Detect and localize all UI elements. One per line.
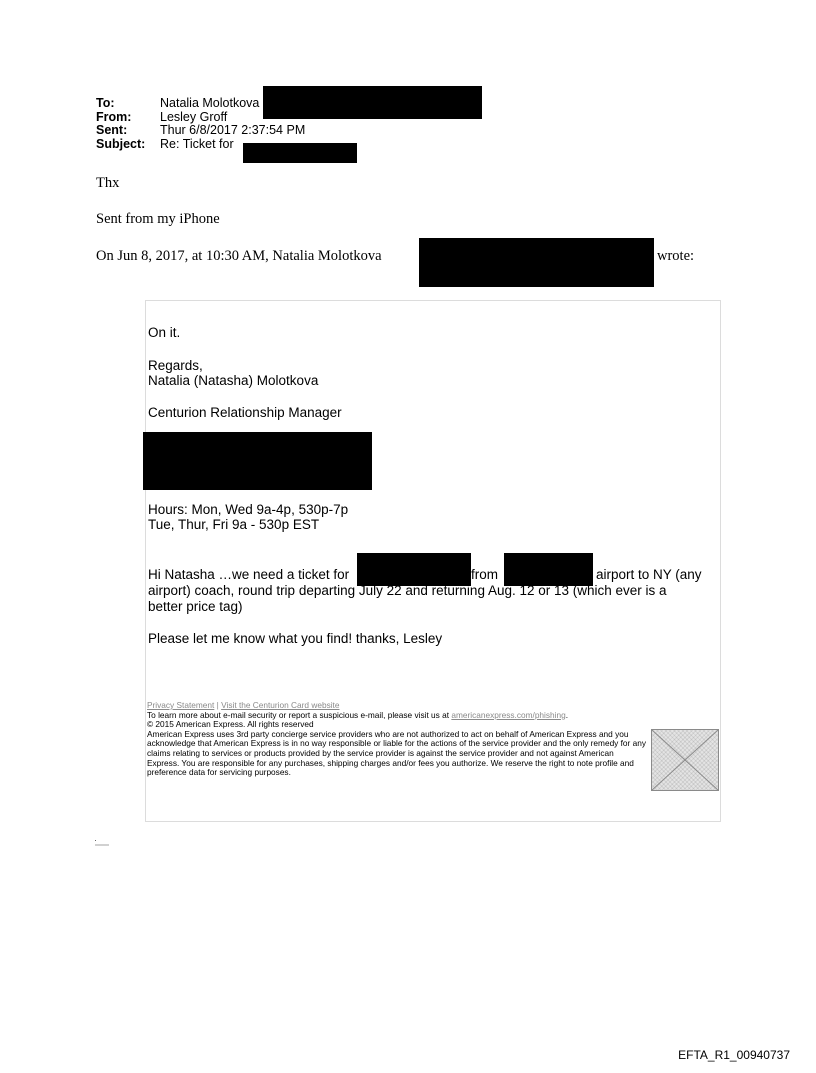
redaction-to-email bbox=[263, 86, 482, 119]
to-value: Natalia Molotkova bbox=[160, 96, 260, 110]
amex-footer bbox=[147, 701, 647, 778]
request-part-3: airport to NY (any bbox=[596, 567, 702, 582]
privacy-statement-link[interactable]: Privacy Statement bbox=[147, 700, 215, 710]
redaction-sender-email bbox=[419, 238, 654, 287]
disclaimer-text: American Express uses 3rd party concierge service providers who are not authorized to act on behalf of American Express and you acknowledge that American Express is in no way responsible or liable for the actions of the service provider and the only remedy for any claims relating to services or products provided by the service provider is against the service provider and not against American Express. You are responsible for any purchases, shipping charges and/or fees you authorize. We reserve the right to note profile and preference data for servicing purposes. bbox=[147, 728, 646, 778]
footer-separator: | bbox=[216, 700, 219, 710]
quote-wrote: wrote: bbox=[657, 248, 695, 264]
sent-label: Sent: bbox=[96, 123, 128, 137]
security-period: . bbox=[565, 709, 569, 720]
quoted-sender-name: Natalia (Natasha) Molotkova bbox=[148, 373, 319, 388]
quoted-message bbox=[145, 300, 721, 822]
centurion-website-link[interactable]: Visit the Centurion Card website bbox=[221, 700, 340, 710]
from-label: From: bbox=[96, 109, 132, 124]
redaction-origin bbox=[504, 553, 593, 586]
request-line-3: better price tag) bbox=[148, 599, 243, 614]
broken-image-placeholder bbox=[651, 729, 719, 791]
request-part-1: Hi Natasha …we need a ticket for bbox=[148, 567, 350, 582]
sent-row bbox=[96, 124, 305, 138]
copyright-text: © 2015 American Express. All rights reserved bbox=[147, 719, 314, 730]
quoted-on-it: On it. bbox=[148, 325, 181, 340]
quoted-sender-title: Centurion Relationship Manager bbox=[148, 405, 342, 420]
request-part-2: from bbox=[471, 567, 498, 582]
image-placeholder-icon bbox=[652, 730, 718, 790]
redaction-contact-info bbox=[143, 432, 372, 490]
quote-intro: On Jun 8, 2017, at 10:30 AM, Natalia Molotkova bbox=[96, 248, 382, 264]
sent-value: Thur 6/8/2017 2:37:54 PM bbox=[160, 123, 306, 137]
from-value: Lesley Groff bbox=[160, 109, 228, 124]
hours-line-2: Tue, Thur, Fri 9a - 530p EST bbox=[148, 517, 320, 532]
document-id: EFTA_R1_00940737 bbox=[678, 1048, 790, 1062]
page-mark-icon bbox=[94, 840, 110, 846]
redaction-passenger bbox=[357, 553, 471, 586]
to-label: To: bbox=[96, 96, 115, 110]
reply-signature: Sent from my iPhone bbox=[96, 211, 220, 227]
request-line-2: airport) coach, round trip departing July 22 and returning Aug. 12 or 13 (which ever is a bbox=[148, 583, 667, 598]
quoted-regards: Regards, bbox=[148, 358, 203, 373]
redaction-subject bbox=[243, 143, 357, 163]
page-mark bbox=[94, 840, 110, 848]
security-text: To learn more about e-mail security or report a suspicious e-mail, please visit us at bbox=[147, 709, 450, 720]
phishing-link[interactable]: americanexpress.com/phishing bbox=[451, 709, 566, 720]
reply-thanks: Thx bbox=[96, 175, 120, 191]
subject-value: Re: Ticket for bbox=[160, 136, 234, 151]
subject-label: Subject: bbox=[96, 136, 146, 151]
request-closing: Please let me know what you find! thanks, Lesley bbox=[148, 631, 443, 646]
hours-line-1: Hours: Mon, Wed 9a-4p, 530p-7p bbox=[148, 502, 349, 517]
